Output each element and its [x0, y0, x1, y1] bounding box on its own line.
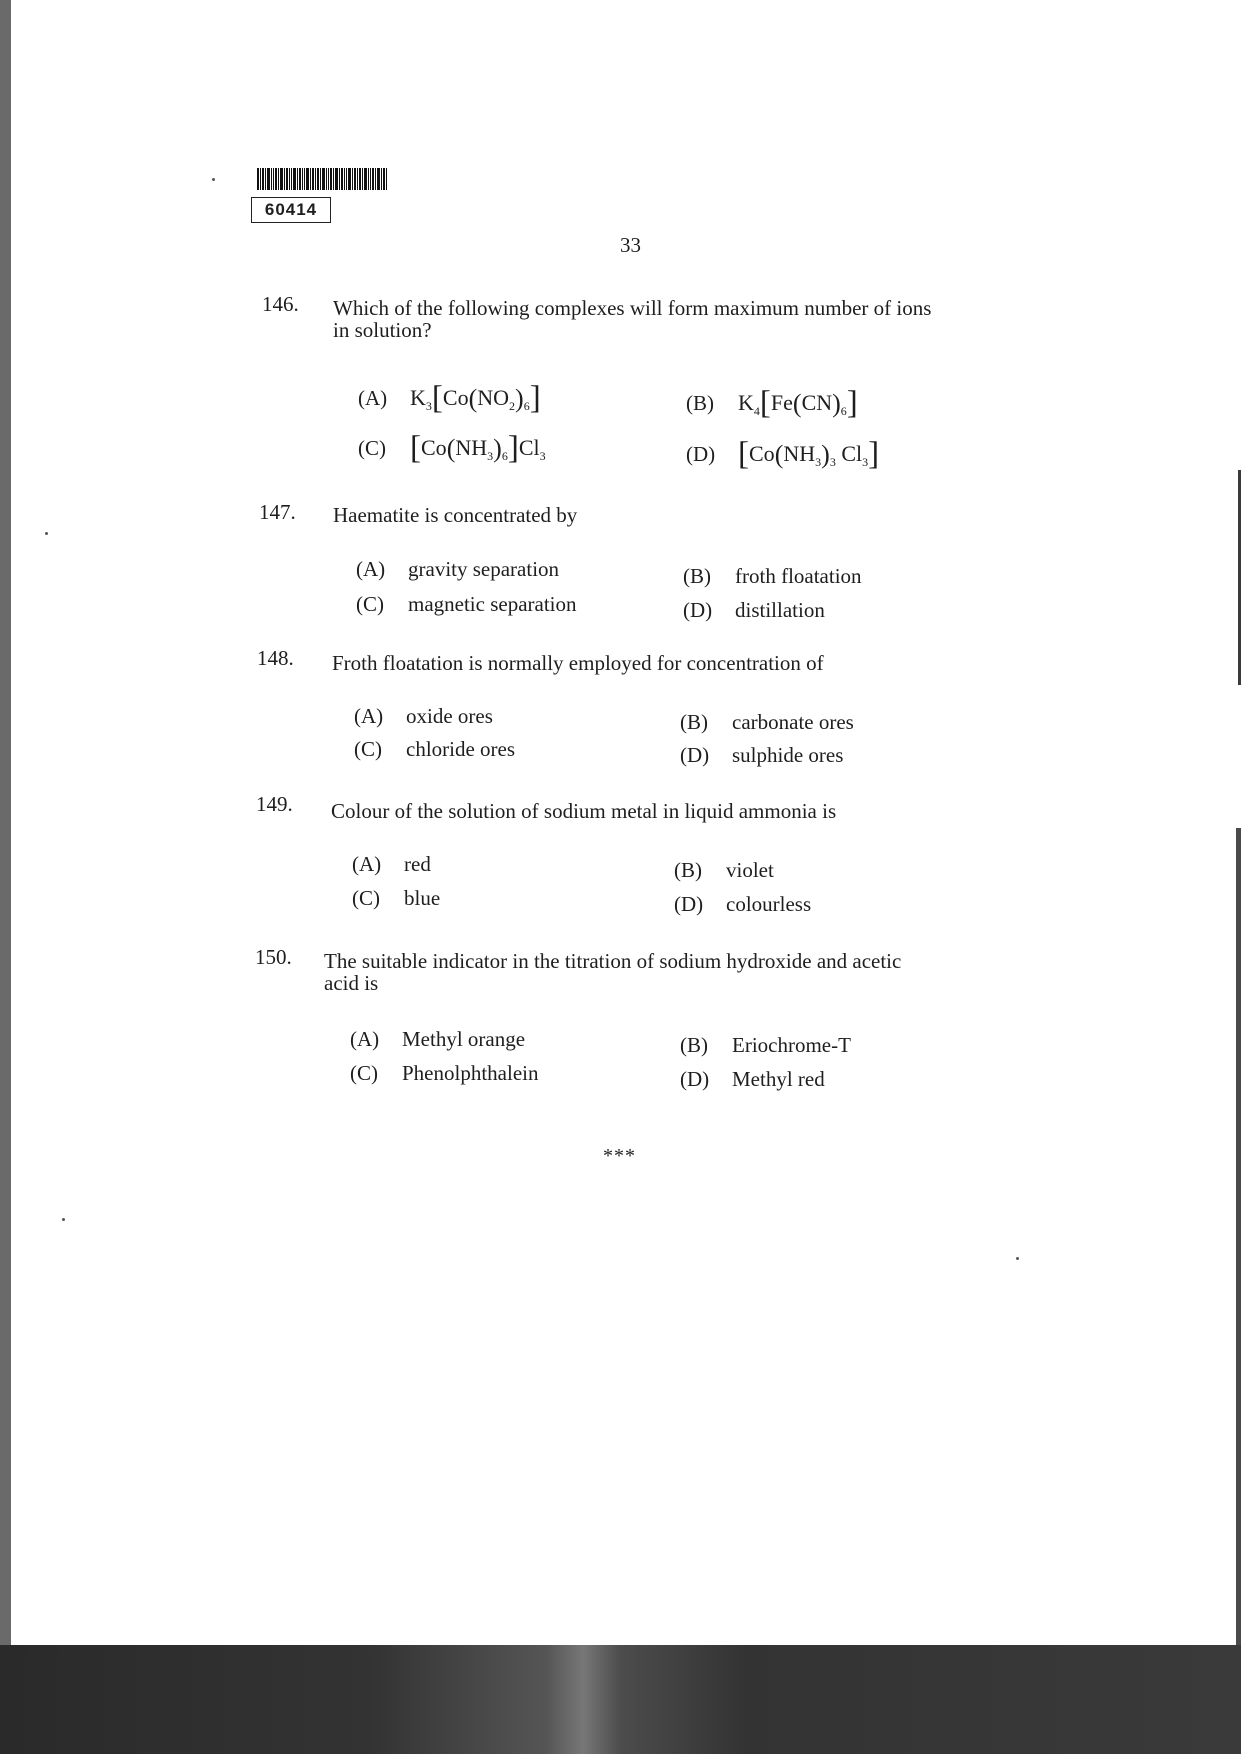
question-text [331, 800, 836, 822]
option-label: (A) [354, 704, 384, 728]
option-formula: $[Co(NH_3)_6]Cl_3$ [410, 430, 546, 466]
scan-speck [62, 1218, 65, 1221]
option-c[interactable] [352, 886, 440, 911]
question-number: 150. [255, 945, 292, 969]
barcode [257, 168, 387, 190]
option-label: (D) [683, 598, 713, 622]
question-text-line: Colour of the solution of sodium metal in liquid ammonia is [331, 799, 837, 823]
option-a[interactable] [354, 704, 493, 729]
question-text-line: Froth floatation is normally employed for concentration of [332, 651, 824, 675]
question-number: 148. [257, 646, 294, 670]
option-formula: [$Co(NH_3)_3$ $Cl_3$] [738, 436, 880, 472]
option-text: Methyl red [732, 1067, 825, 1091]
option-b[interactable] [686, 385, 858, 422]
scan-speck [212, 178, 215, 181]
scan-speck [45, 532, 48, 535]
option-a[interactable] [356, 557, 559, 582]
option-d[interactable] [680, 743, 843, 768]
option-label: (C) [350, 1061, 378, 1085]
question-text [324, 950, 901, 994]
option-text: magnetic separation [408, 592, 577, 616]
question-text-line: Haematite is concentrated by [333, 503, 578, 527]
question-number: 146. [262, 292, 299, 316]
option-label: (A) [356, 557, 386, 581]
question-text [333, 504, 577, 526]
option-text: colourless [726, 892, 812, 916]
option-c[interactable] [354, 737, 515, 762]
page-number: 33 [620, 233, 641, 257]
question-text-line: Which of the following complexes will form maximum number of ions [333, 296, 932, 320]
option-label: (C) [352, 886, 380, 910]
option-label: (D) [674, 892, 704, 916]
option-d[interactable] [683, 598, 825, 623]
option-text: gravity separation [408, 557, 560, 581]
option-text: distillation [735, 598, 825, 622]
option-b[interactable] [680, 1033, 851, 1058]
option-d[interactable] [680, 1067, 825, 1092]
scan-left-edge [0, 0, 11, 1645]
option-text: oxide ores [406, 704, 493, 728]
option-label: (D) [686, 442, 716, 466]
option-b[interactable] [674, 858, 774, 883]
option-text: carbonate ores [732, 710, 854, 734]
question-text [332, 652, 824, 674]
option-a[interactable] [352, 852, 431, 877]
option-label: (A) [352, 852, 382, 876]
option-label: (C) [358, 436, 386, 460]
option-b[interactable] [680, 710, 854, 735]
option-text: sulphide ores [732, 743, 844, 767]
option-formula: $K_3[Co(NO_2)_6]$ [410, 380, 541, 416]
option-a[interactable] [350, 1027, 525, 1052]
option-label: (D) [680, 1067, 710, 1091]
option-c[interactable] [350, 1061, 538, 1086]
option-label: (A) [350, 1027, 380, 1051]
option-label: (B) [680, 710, 708, 734]
option-label: (B) [674, 858, 702, 882]
option-text: Eriochrome-T [732, 1033, 851, 1057]
option-d[interactable] [686, 436, 879, 473]
question-number: 147. [259, 500, 296, 524]
option-d[interactable] [674, 892, 811, 917]
option-label: (D) [680, 743, 710, 767]
question-text [333, 297, 931, 341]
option-text: violet [726, 858, 774, 882]
option-formula: $K_4[Fe(CN)_6]$ [738, 385, 858, 421]
option-label: (C) [354, 737, 382, 761]
option-text: Phenolphthalein [402, 1061, 539, 1085]
option-label: (C) [356, 592, 384, 616]
scan-right-edge [1236, 828, 1241, 1653]
scan-speck [1016, 1257, 1019, 1260]
option-text: chloride ores [406, 737, 516, 761]
option-text: red [404, 852, 431, 876]
option-label: (B) [686, 391, 714, 415]
option-text: Methyl orange [402, 1027, 526, 1051]
option-label: (A) [358, 386, 388, 410]
question-text-line: in solution? [333, 318, 432, 342]
option-text: froth floatation [735, 564, 862, 588]
paper-code: 60414 [251, 197, 331, 223]
option-a[interactable] [358, 380, 541, 417]
scan-bottom-strip [0, 1645, 1241, 1754]
option-label: (B) [680, 1033, 708, 1057]
option-text: blue [404, 886, 441, 910]
option-label: (B) [683, 564, 711, 588]
option-b[interactable] [683, 564, 862, 589]
end-mark: *** [603, 1145, 636, 1167]
question-text-line: acid is [324, 971, 379, 995]
question-number: 149. [256, 792, 293, 816]
option-c[interactable] [356, 592, 577, 617]
question-text-line: The suitable indicator in the titration of sodium hydroxide and acetic [324, 949, 902, 973]
option-c[interactable] [358, 430, 546, 467]
